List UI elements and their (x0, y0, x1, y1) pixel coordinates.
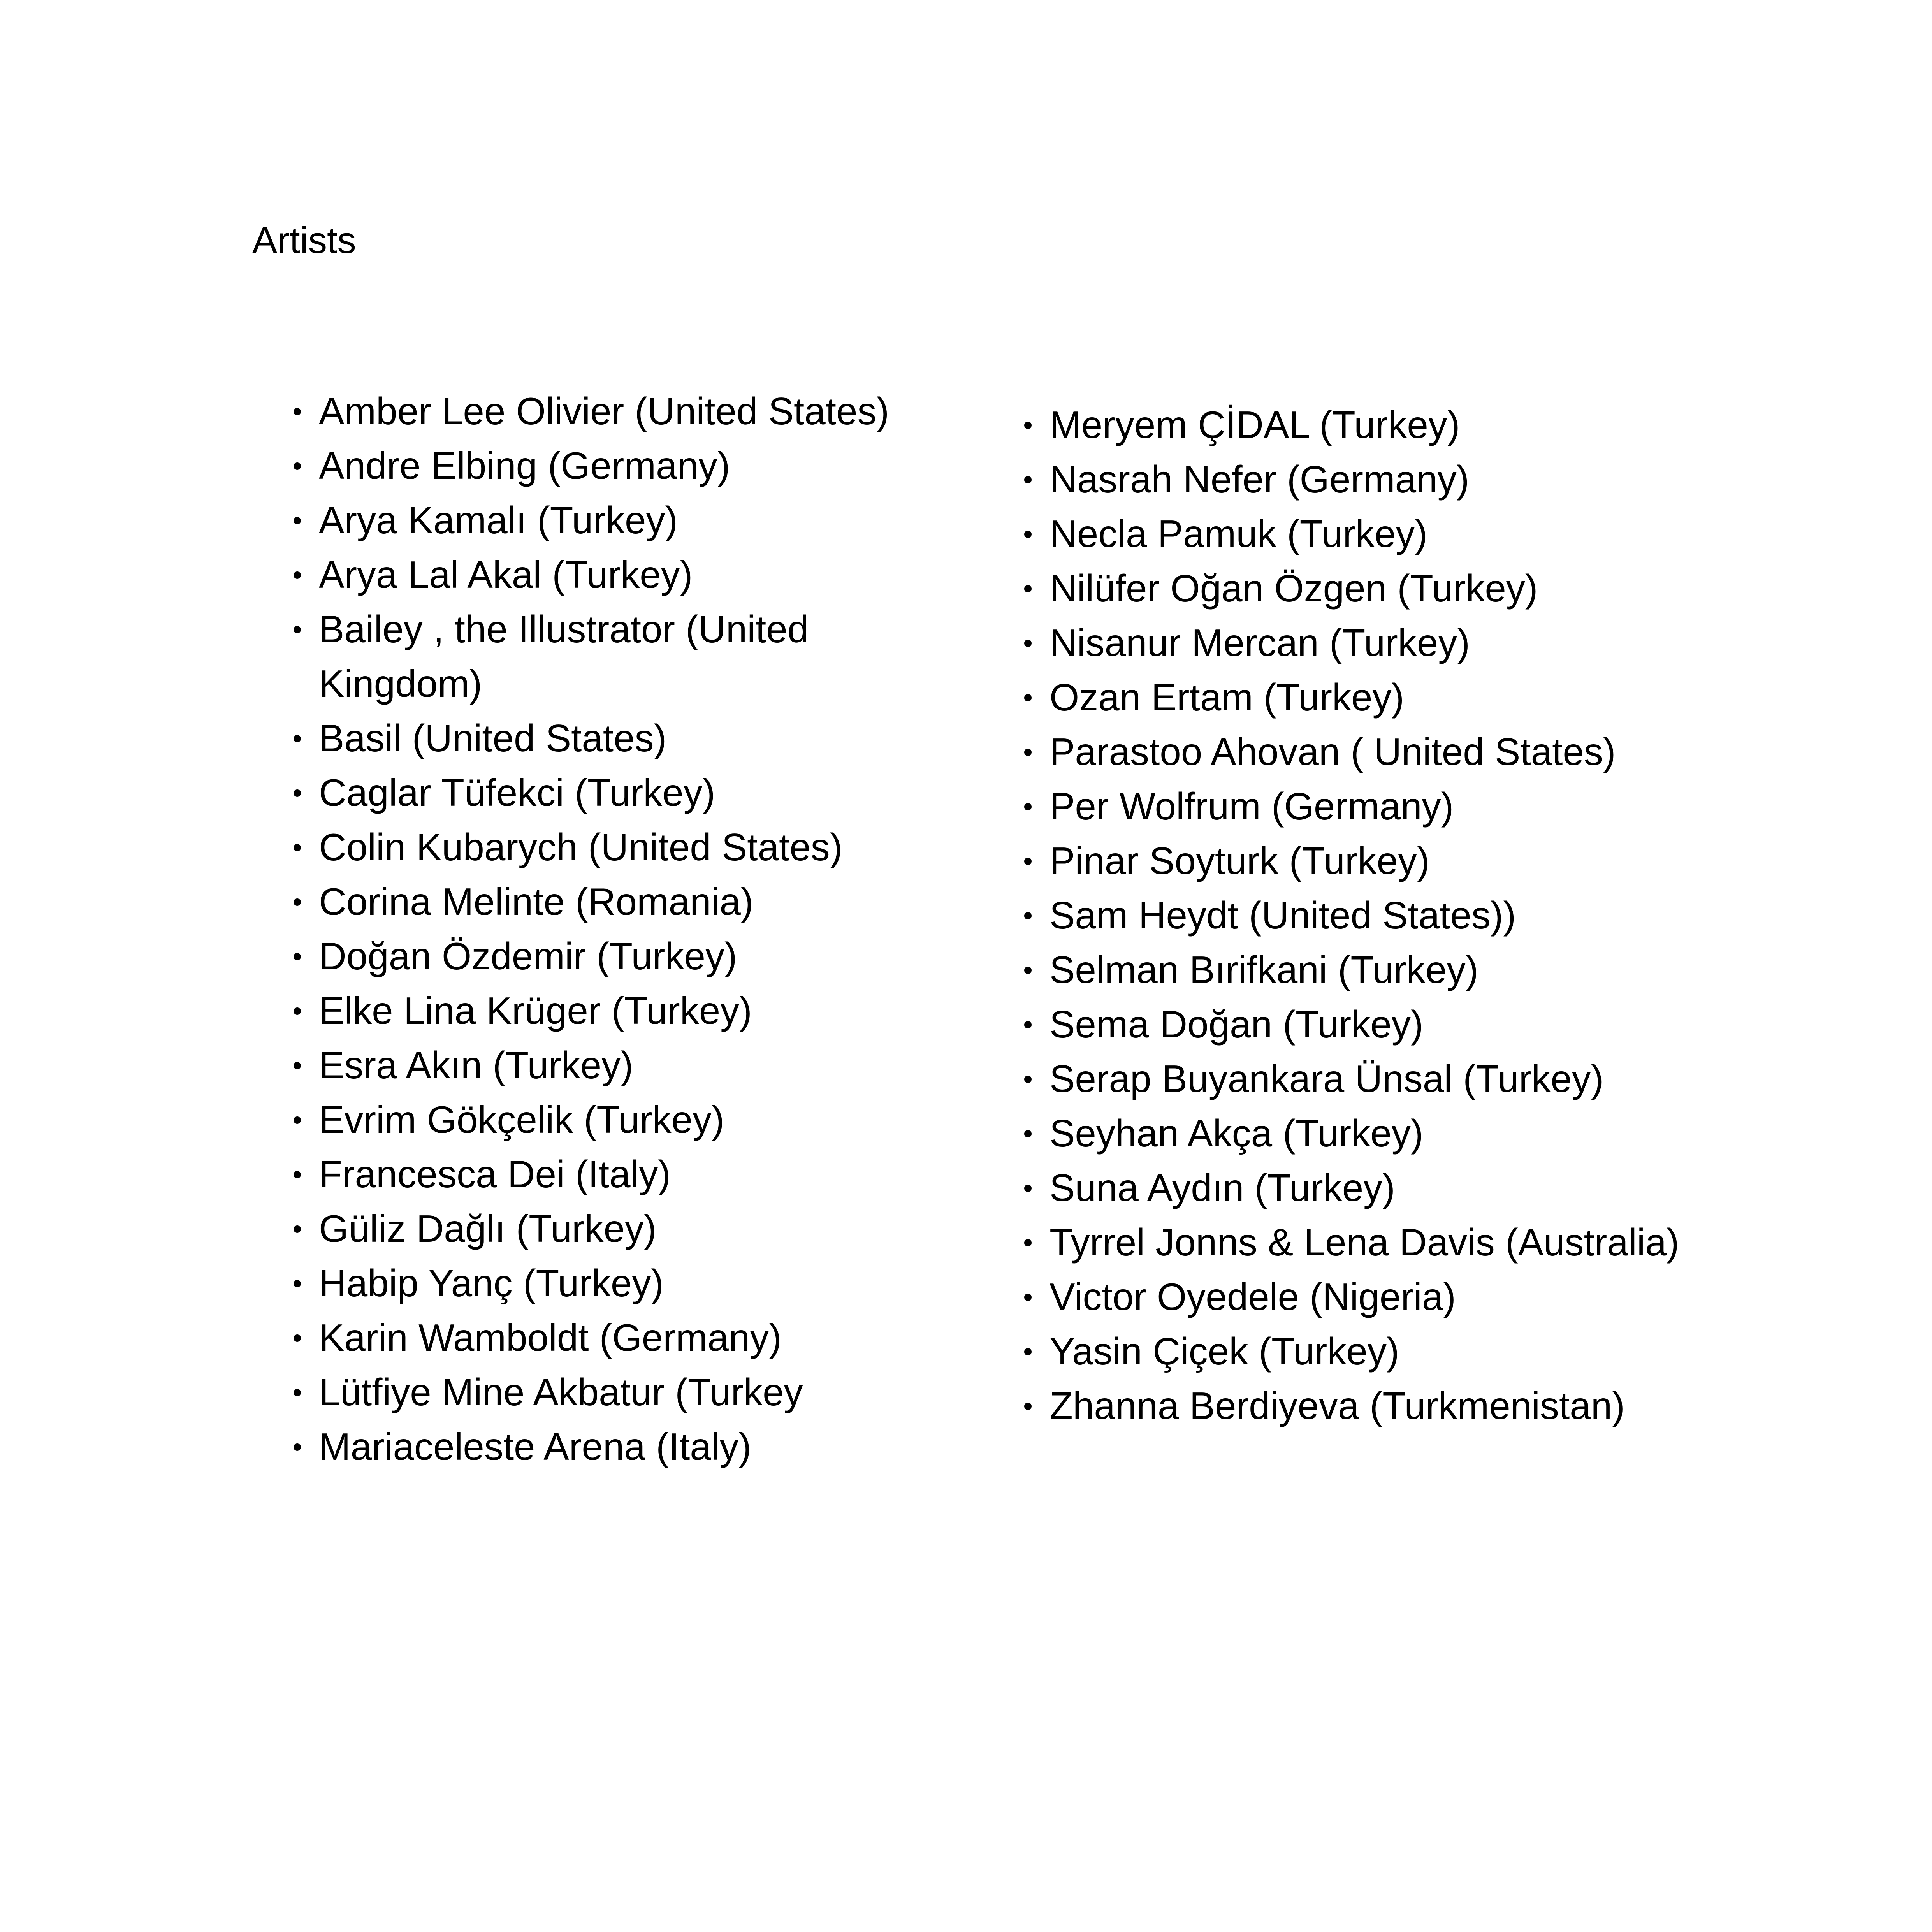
list-item: Selman Bırifkani (Turkey) (983, 942, 1878, 997)
list-item: Mariaceleste Arena (Italy) (252, 1419, 953, 1474)
list-item: Evrim Gökçelik (Turkey) (252, 1092, 953, 1147)
list-item: Francesca Dei (Italy) (252, 1147, 953, 1201)
list-item: Sema Doğan (Turkey) (983, 997, 1878, 1051)
list-item: Doğan Özdemir (Turkey) (252, 929, 953, 983)
list-item: Amber Lee Olivier (United States) (252, 384, 953, 438)
list-item: Caglar Tüfekci (Turkey) (252, 765, 953, 820)
list-item: Tyrrel Jonns & Lena Davis (Australia) (983, 1215, 1878, 1269)
list-item: Suna Aydın (Turkey) (983, 1160, 1878, 1215)
list-item: Karin Wamboldt (Germany) (252, 1310, 953, 1365)
list-item: Victor Oyedele (Nigeria) (983, 1269, 1878, 1324)
list-item: Colin Kubarych (United States) (252, 820, 953, 874)
artist-list-left (252, 384, 953, 1474)
list-item: Bailey , the Illustrator (United Kingdom) (252, 602, 903, 711)
list-item: Meryem ÇİDAL (Turkey) (983, 397, 1878, 452)
list-item: Nisanur Mercan (Turkey) (983, 615, 1878, 670)
list-item: Basil (United States) (252, 711, 953, 765)
list-item: Corina Melinte (Romania) (252, 874, 953, 929)
list-item: Güliz Dağlı (Turkey) (252, 1201, 953, 1256)
list-item: Yasin Çiçek (Turkey) (983, 1324, 1878, 1378)
list-item: Arya Kamalı (Turkey) (252, 493, 953, 547)
page-title: Artists (252, 220, 356, 261)
list-item: Parastoo Ahovan ( United States) (983, 724, 1878, 779)
list-item: Andre Elbing (Germany) (252, 438, 953, 493)
artist-list-right (983, 397, 1878, 1433)
list-item: Serap Buyankara Ünsal (Turkey) (983, 1051, 1878, 1106)
list-item: Seyhan Akça (Turkey) (983, 1106, 1878, 1160)
list-item: Nasrah Nefer (Germany) (983, 452, 1878, 506)
list-item: Elke Lina Krüger (Turkey) (252, 983, 953, 1038)
list-item: Ozan Ertam (Turkey) (983, 670, 1878, 724)
list-item: Pinar Soyturk (Turkey) (983, 833, 1878, 888)
list-item: Habip Yanç (Turkey) (252, 1256, 953, 1310)
list-item: Lütfiye Mine Akbatur (Turkey (252, 1365, 953, 1419)
list-item: Nilüfer Oğan Özgen (Turkey) (983, 561, 1878, 615)
list-item: Zhanna Berdiyeva (Turkmenistan) (983, 1378, 1878, 1433)
list-item: Arya Lal Akal (Turkey) (252, 547, 953, 602)
list-item: Necla Pamuk (Turkey) (983, 506, 1878, 561)
list-item: Per Wolfrum (Germany) (983, 779, 1878, 833)
list-item: Sam Heydt (United States)) (983, 888, 1878, 942)
list-item: Esra Akın (Turkey) (252, 1038, 953, 1092)
